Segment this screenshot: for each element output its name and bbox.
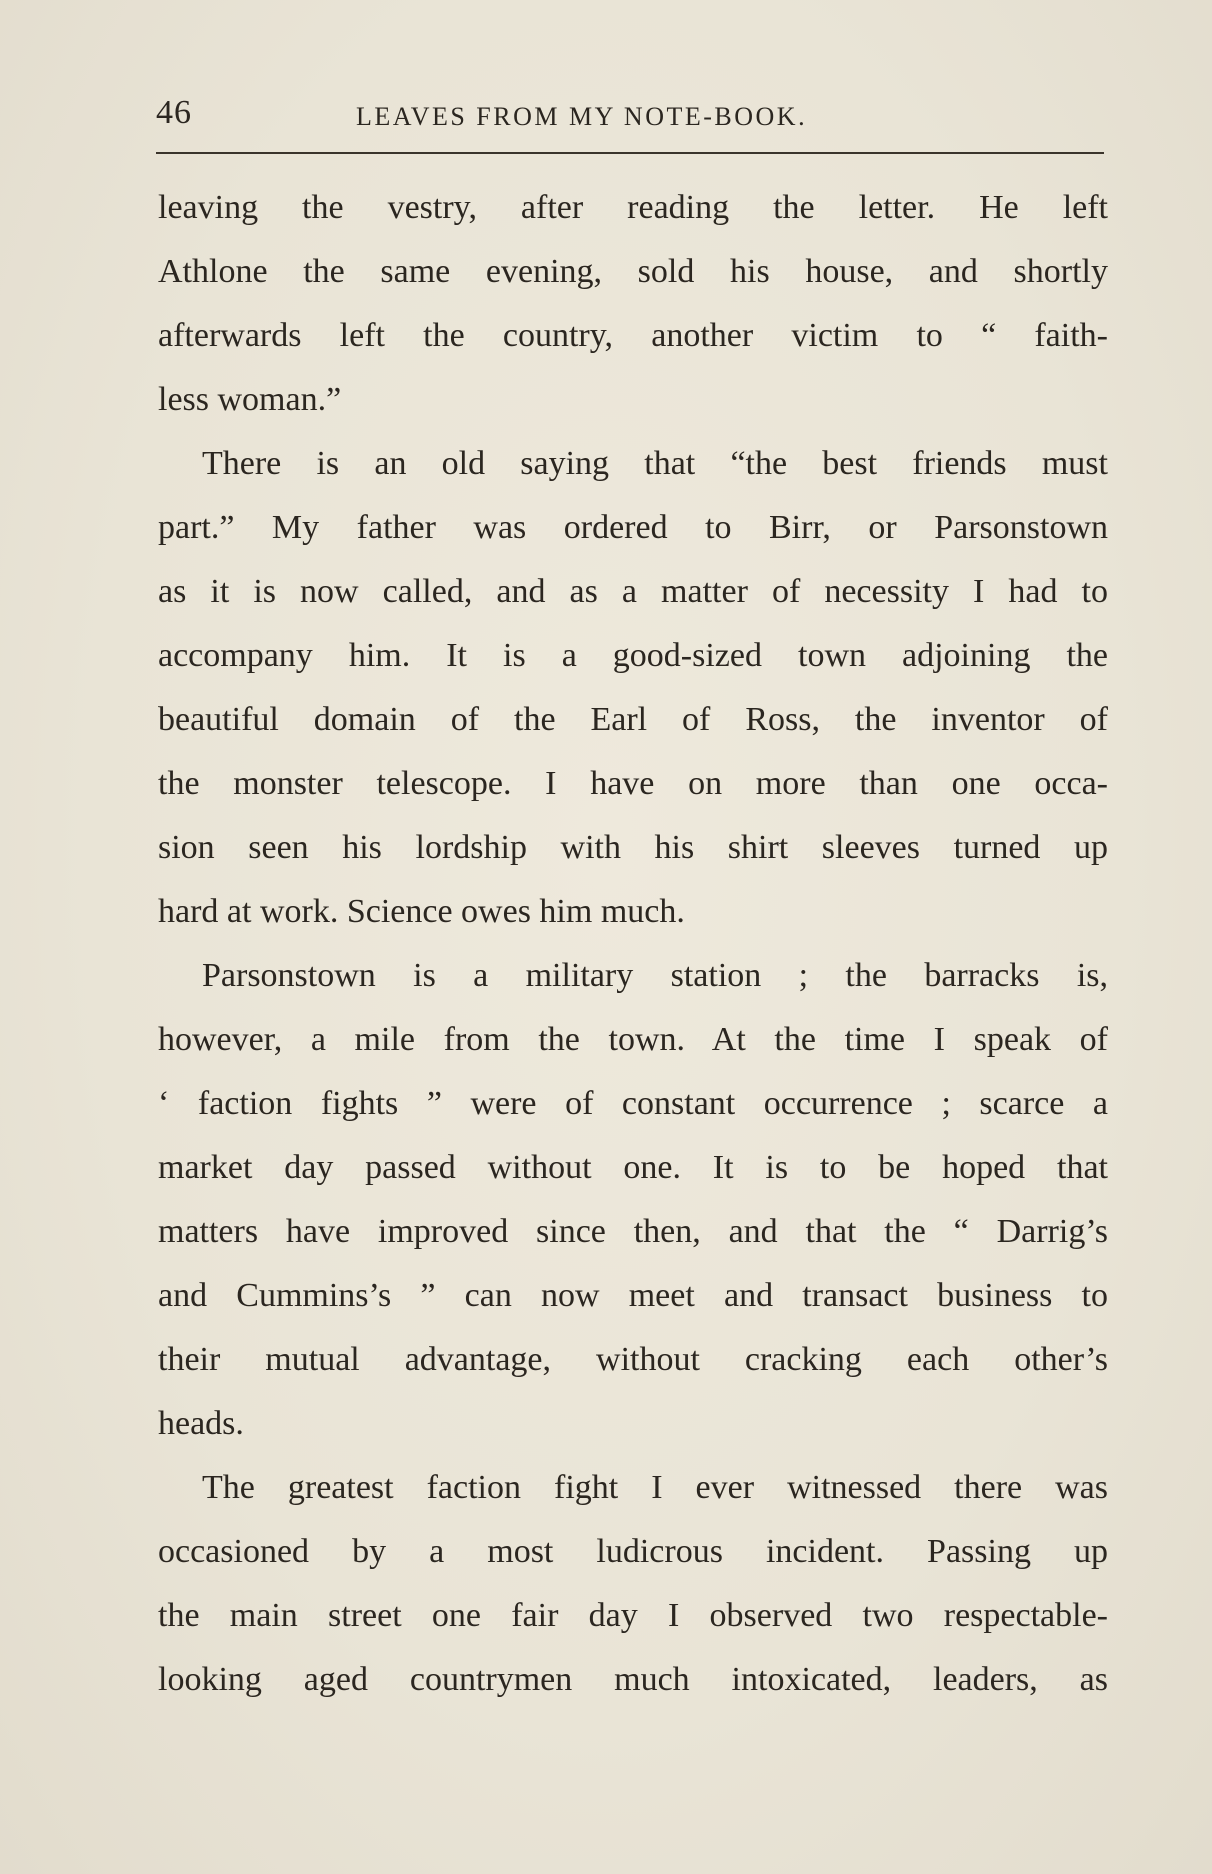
text-line: the main street one fair day I observed two respectable-	[158, 1597, 1108, 1634]
text-line: Parsonstown is a military station ; the barracks is,	[202, 957, 1108, 994]
text-line: beautiful domain of the Earl of Ross, the inventor of	[158, 701, 1108, 738]
text-line: the monster telescope. I have on more than one occa-	[158, 765, 1108, 802]
text-line: sion seen his lordship with his shirt sleeves turned up	[158, 829, 1108, 866]
text-line: part.” My father was ordered to Birr, or Parsonstown	[158, 509, 1108, 546]
text-line: Athlone the same evening, sold his house, and shortly	[158, 253, 1108, 290]
page-number: 46	[156, 94, 192, 131]
text-line: matters have improved since then, and that the “ Darrig’s	[158, 1213, 1108, 1250]
body-text	[158, 176, 1108, 1712]
text-line: accompany him. It is a good-sized town adjoining the	[158, 637, 1108, 674]
text-line: as it is now called, and as a matter of necessity I had to	[158, 573, 1108, 610]
text-line: occasioned by a most ludicrous incident. Passing up	[158, 1533, 1108, 1570]
text-line: leaving the vestry, after reading the letter. He left	[158, 189, 1108, 226]
text-line: however, a mile from the town. At the time I speak of	[158, 1021, 1108, 1058]
page-header	[156, 92, 1106, 140]
header-rule	[156, 152, 1104, 154]
text-line: their mutual advantage, without cracking each other’s	[158, 1341, 1108, 1378]
text-line: afterwards left the country, another victim to “ faith-	[158, 317, 1108, 354]
text-line: The greatest faction fight I ever witnessed there was	[202, 1469, 1108, 1506]
text-line: less woman.”	[158, 381, 342, 418]
text-line: and Cummins’s ” can now meet and transact business to	[158, 1277, 1108, 1314]
text-line: heads.	[158, 1405, 244, 1442]
text-line: looking aged countrymen much intoxicated, leaders, as	[158, 1661, 1108, 1698]
text-line: There is an old saying that “the best friends must	[202, 445, 1108, 482]
text-line: market day passed without one. It is to be hoped that	[158, 1149, 1108, 1186]
running-head: LEAVES FROM MY NOTE-BOOK.	[356, 102, 808, 131]
text-line: hard at work. Science owes him much.	[158, 893, 685, 930]
text-line: ‘ faction fights ” were of constant occurrence ; scarce a	[158, 1085, 1108, 1122]
